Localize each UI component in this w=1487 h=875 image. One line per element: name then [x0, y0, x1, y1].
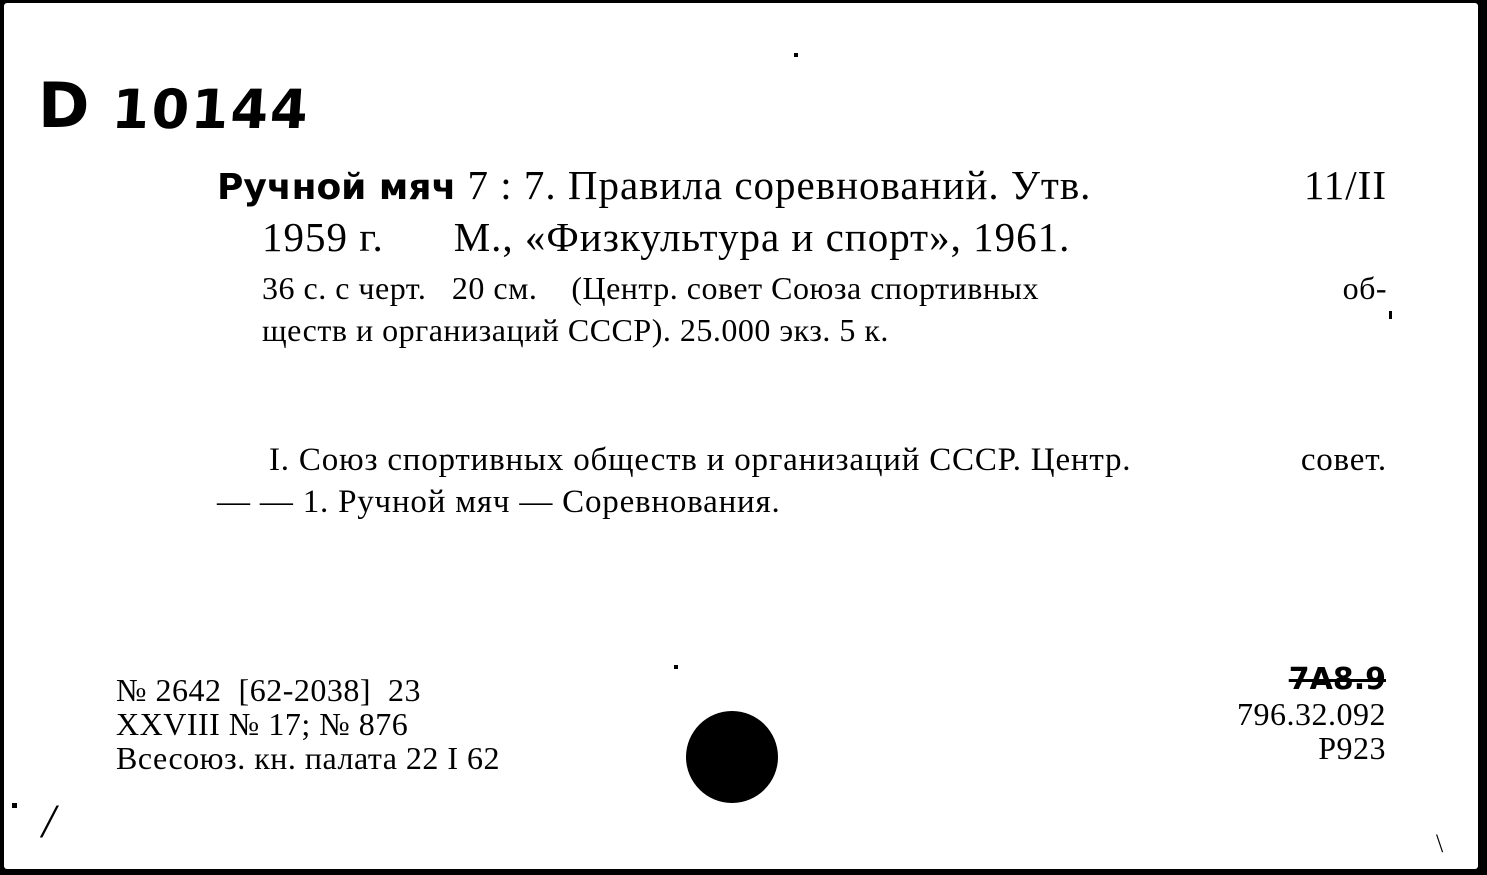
tracing-line-1 [217, 439, 1387, 481]
entry-imprint: М., «Физкультура и спорт», 1961. [453, 214, 1071, 260]
subject-tracings [217, 439, 1387, 523]
registry-issue: XXVIII № 17; № 876 [116, 706, 409, 742]
pencil-slash-mark: / [42, 795, 56, 848]
pencil-tick-mark: \ [1436, 829, 1444, 858]
entry-title: 7 : 7. Правила соревнований. Утв. [467, 162, 1092, 208]
tracing-corporate-end: совет. [1300, 442, 1387, 478]
classification-struck: 7А8.9 [1288, 662, 1386, 697]
registry-number: № 2642 [62-2038] 23 [116, 672, 421, 708]
speck-mark [1389, 311, 1392, 319]
entry-line-series: ществ и организаций СССР). 25.000 экз. 5 к. [262, 312, 889, 348]
registry-chamber: Всесоюз. кн. палата 22 I 62 [116, 740, 501, 776]
classification-udc: 796.32.092 [1237, 696, 1386, 732]
registry-block [116, 673, 500, 775]
bibliographic-entry [217, 160, 1387, 351]
speck-mark [794, 53, 798, 57]
entry-extent: 36 с. с черт. 20 см. (Центр. совет Союза спортивных [262, 270, 1039, 306]
entry-hyphen: об- [1342, 270, 1387, 306]
entry-year: 1959 г. [262, 214, 384, 260]
entry-line-extent [217, 267, 1387, 309]
call-number-prefix: D [38, 69, 91, 142]
entry-line-title [217, 160, 1387, 213]
tracing-line-2: — — 1. Ручной мяч — Соревнования. [217, 484, 781, 520]
entry-title-group [217, 160, 1091, 213]
speck-mark [674, 665, 678, 669]
punch-hole [686, 711, 778, 803]
classification-author-mark: Р923 [1318, 730, 1386, 766]
entry-line-imprint [217, 213, 1387, 261]
entry-heading: Ручной мяч [217, 167, 457, 208]
call-number [38, 47, 313, 142]
speck-mark [12, 803, 17, 808]
call-number-digits: 10144 [110, 78, 313, 141]
catalog-card [4, 3, 1478, 869]
tracing-corporate: I. Союз спортивных обществ и организаций СССР. Центр. [269, 442, 1132, 478]
classification-block [1237, 663, 1386, 765]
entry-approval-date: 11/II [1303, 162, 1387, 208]
